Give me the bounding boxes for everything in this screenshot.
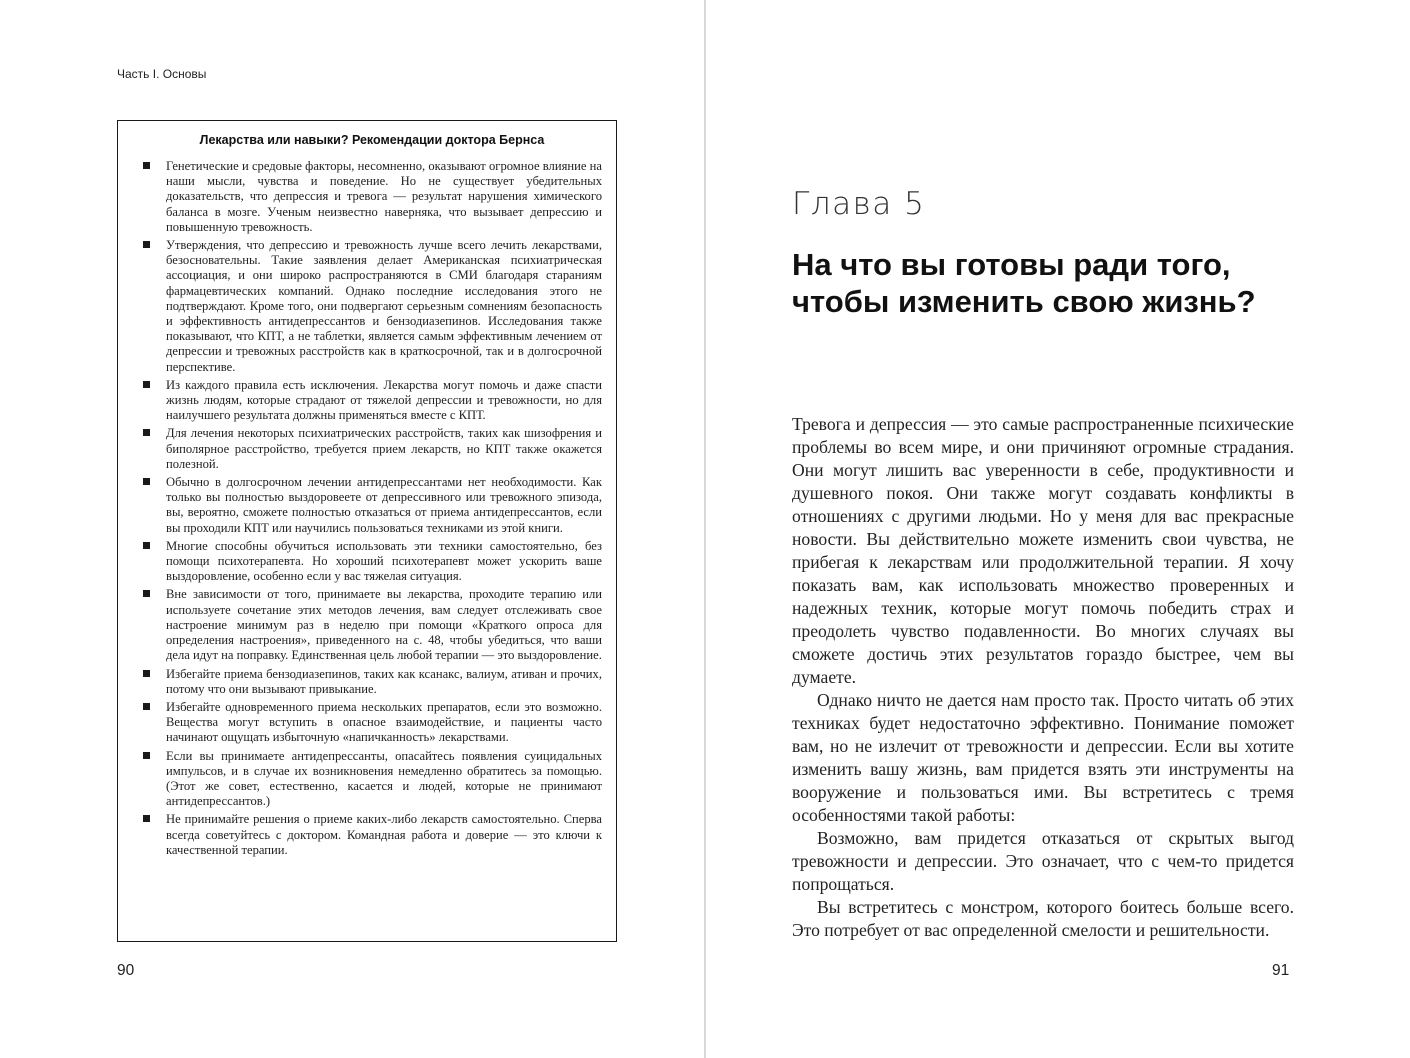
sidebar-box — [117, 120, 617, 942]
list-item — [142, 378, 602, 424]
list-item-text: Генетические и средовые факторы, несомненно, оказывают огромное влияние на наши мысли, чувства и поведение. Но не существует убедительных доказательств, что депрессия и тревога — результат нарушения химического баланса в мозге. Ученым неизвестно наверняка, что вызывает депрессию и повышенную тревожность. — [166, 159, 602, 234]
list-item — [142, 475, 602, 536]
body-text — [792, 413, 1294, 942]
list-item — [142, 159, 602, 235]
paragraph: Вы встретитесь с монстром, которого боитесь больше всего. Это потребует от вас определенной смелости и решительности. — [792, 897, 1294, 940]
list-item — [142, 749, 602, 810]
list-item — [142, 812, 602, 858]
list-item-text: Избегайте одновременного приема нескольких препаратов, если это возможно. Вещества могут вступить в опасное взаимодействие, и пациенты часто начинают ощущать избыточную «напичканность» лекарствами. — [166, 699, 602, 745]
list-item-text: Многие способны обучиться использовать эти техники самостоятельно, без помощи психотерапевта. Но хороший психотерапевт может ускорить ваше выздоровление, особенно если у вас тяжелая ситуация. — [166, 538, 602, 584]
list-item-text: Если вы принимаете антидепрессанты, опасайтесь появления суицидальных импульсов, и в случае их возникновения немедленно обратитесь за помощью. (Этот же совет, естественно, касается и людей, которые не принимают антидепрессантов.) — [166, 748, 602, 809]
paragraph: Тревога и депрессия — это самые распространенные психические проблемы во всем мире, и они причиняют огромные страдания. Они могут лишить вас уверенности в себе, продуктивности и душевного покоя. Они также могут создавать конфликты в отношениях с другими людьми. Но у меня для вас прекрасные новости. Вы действительно можете изменить свои чувства, не прибегая к лекарствам или продолжительной терапии. Я хочу показать вам, как использовать множество проверенных и надежных техник, которые могут помочь победить страх и преодолеть чувство подавленности. Во многих случаях вы сможете достичь этих результатов гораздо быстрее, чем вы думаете. — [792, 414, 1294, 687]
square-bullet-icon — [143, 542, 150, 549]
square-bullet-icon — [143, 381, 150, 388]
square-bullet-icon — [143, 429, 150, 436]
square-bullet-icon — [143, 241, 150, 248]
chapter-label: Глава 5 — [792, 186, 926, 222]
paragraph: Однако ничто не дается нам просто так. Просто читать об этих техниках будет недостаточно эффективно. Понимание поможет вам, но не излечит от тревожности и депрессии. Если вы хотите изменить вашу жизнь, вам придется взять эти инструменты на вооружение и пользоваться ими. Вы встретитесь с тремя особенностями такой работы: — [792, 690, 1294, 825]
page-number-left: 90 — [117, 962, 135, 979]
list-item-text: Не принимайте решения о приеме каких-либо лекарств самостоятельно. Сперва всегда советуйтесь с доктором. Командная работа и доверие — это ключи к качественной терапии. — [166, 812, 602, 857]
sidebar-list — [142, 159, 602, 858]
paragraph: Возможно, вам придется отказаться от скрытых выгод тревожности и депрессии. Это означает, что с чем-то придется попрощаться. — [792, 828, 1294, 894]
chapter-title: На что вы готовы ради того, чтобы изменить свою жизнь? — [792, 247, 1256, 319]
list-item-text: Для лечения некоторых психиатрических расстройств, таких как шизофрения и биполярное расстройство, требуется прием лекарств, но КПТ также окажется полезной. — [166, 426, 602, 471]
list-item — [142, 587, 602, 663]
sidebar-title: Лекарства или навыки? Рекомендации доктора Бернса — [199, 133, 545, 147]
square-bullet-icon — [143, 478, 150, 485]
list-item — [142, 426, 602, 472]
list-item-text: Избегайте приема бензодиазепинов, таких как ксанакс, валиум, ативан и прочих, потому что они вызывают привыкание. — [166, 666, 602, 696]
square-bullet-icon — [143, 752, 150, 759]
square-bullet-icon — [143, 670, 150, 677]
square-bullet-icon — [143, 162, 150, 169]
running-head: Часть I. Основы — [117, 67, 207, 81]
list-item-text: Из каждого правила есть исключения. Лекарства могут помочь и даже спасти жизнь людям, которые страдают от тяжелой депрессии и тревожности, но для наилучшего результата должны применяться вместе с КПТ. — [166, 377, 602, 423]
list-item-text: Вне зависимости от того, принимаете вы лекарства, проходите терапию или используете сочетание этих методов лечения, вам следует отслеживать свое настроение минимум раз в неделю при помощи «Краткого опроса для определения настроения», приведенного на с. 48, чтобы убедиться, что ваши дела идут на поправку. Единственная цель любой терапии — это выздоровление. — [166, 587, 602, 663]
square-bullet-icon — [143, 590, 150, 597]
list-item — [142, 700, 602, 746]
page-number-right: 91 — [1272, 962, 1290, 979]
list-item-text: Обычно в долгосрочном лечении антидепрессантами нет необходимости. Как только вы полностью выздоровеете от депрессивного или тревожного эпизода, вы, вероятно, сможете полностью отказаться от приема антидепрессантов, если вы проходили КПТ или научились пользоваться техниками из этой книги. — [166, 475, 602, 535]
page-gutter-divider — [704, 0, 706, 1058]
list-item — [142, 667, 602, 697]
square-bullet-icon — [143, 815, 150, 822]
list-item — [142, 238, 602, 375]
list-item — [142, 539, 602, 585]
square-bullet-icon — [143, 703, 150, 710]
list-item-text: Утверждения, что депрессию и тревожность лучше всего лечить лекарствами, безосновательны. Такие заявления делает Американская психиатрическая ассоциация, и они широко распространяются в СМИ благодаря стараниям фармацевтических компаний. Однако последние исследования этого не подтверждают. Кроме того, они подвергают серьезным сомнениям безопасность и эффективность антидепрессантов и бензодиазепинов. Исследования также показывают, что КПТ, а не таблетки, является самым эффективным лечением от депрессии и тревожных расстройств как в краткосрочной, так и в долгосрочной перспективе. — [166, 238, 602, 374]
